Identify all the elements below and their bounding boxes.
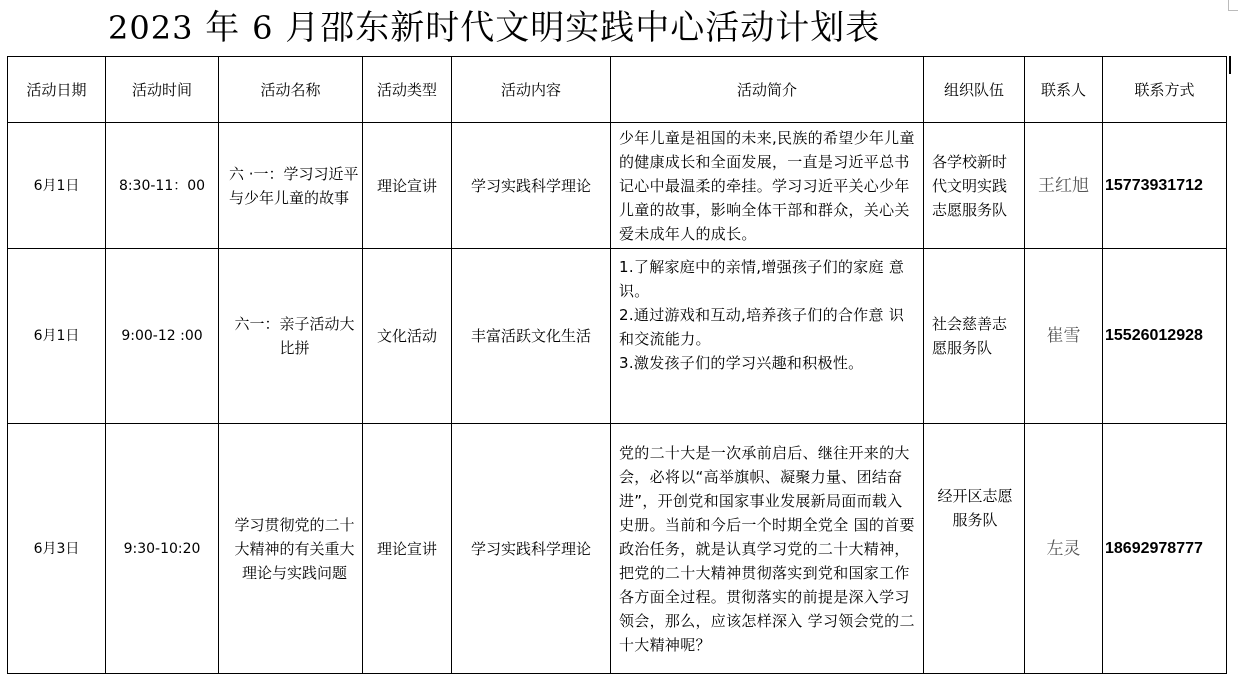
- cell-content: 丰富活跃文化生活: [452, 249, 611, 424]
- cell-type: 理论宣讲: [363, 424, 452, 674]
- cell-phone: 18692978777: [1103, 424, 1227, 674]
- cell-time: 9:30-10:20: [106, 424, 219, 674]
- cell-phone: 15526012928: [1103, 249, 1227, 424]
- title-nian: 年: [205, 8, 241, 48]
- cell-type: 文化活动: [363, 249, 452, 424]
- cell-name: 学习贯彻党的二十大精神的有关重大理论与实践问题: [219, 424, 363, 674]
- intro-line: 1.了解家庭中的亲情,增强孩子们的家庭 意识。: [619, 258, 905, 300]
- header-time: 活动时间: [106, 57, 219, 123]
- table-row: [8, 424, 1227, 674]
- cell-contact: 左灵: [1025, 424, 1103, 674]
- table-row: [8, 123, 1227, 249]
- cell-intro: 党的二十大是一次承前启后、继往开来的大会，必将以“高举旗帜、凝聚力量、团结奋进”，开创党和国家事业发展新局面而载入史册。当前和今后一个时期全党全 国的首要政治任务，就是认真学习党的二十大精神，把党的二十大精神贯彻落实到党和国家工作各方面全过程。贯彻落实的前提是深入学习领会，那么，应该怎样深入 学习领会党的二十大精神呢？: [611, 424, 924, 674]
- header-intro: 活动简介: [611, 57, 924, 123]
- cell-intro: [611, 249, 924, 424]
- activity-plan-table: [7, 56, 1227, 674]
- cell-intro: 少年儿童是祖国的未来,民族的希望少年儿童的健康成长和全面发展，一直是习近平总书记心中最温柔的牵挂。学习习近平关心少年儿童的故事，影响全体干部和群众，关心关爱未成年人的成长。: [611, 123, 924, 249]
- cell-date: 6月1日: [8, 249, 106, 424]
- cell-team: 经开区志愿服务队: [924, 424, 1025, 674]
- cell-content: 学习实践科学理论: [452, 424, 611, 674]
- header-phone: 联系方式: [1103, 57, 1227, 123]
- cell-team: 各学校新时代文明实践志愿服务队: [924, 123, 1025, 249]
- header-type: 活动类型: [363, 57, 452, 123]
- cell-phone: 15773931712: [1103, 123, 1227, 249]
- header-content: 活动内容: [452, 57, 611, 123]
- header-team: 组织队伍: [924, 57, 1025, 123]
- table-row: [8, 249, 1227, 424]
- header-name: 活动名称: [219, 57, 363, 123]
- cell-time: 8:30-11：00: [106, 123, 219, 249]
- cell-date: 6月1日: [8, 123, 106, 249]
- cell-content: 学习实践科学理论: [452, 123, 611, 249]
- header-row: [8, 57, 1227, 123]
- page-title: [108, 6, 880, 50]
- intro-line: 3.激发孩子们的学习兴趣和积极性。: [619, 354, 864, 372]
- title-year: 2023: [108, 9, 194, 47]
- cell-type: 理论宣讲: [363, 123, 452, 249]
- text-cursor: [1229, 56, 1231, 74]
- cell-team: 社会慈善志愿服务队: [924, 249, 1025, 424]
- cell-name: 六一：亲子活动大比拼: [219, 249, 363, 424]
- cell-time: 9:00-12 :00: [106, 249, 219, 424]
- page-corner-mark: [1228, 0, 1238, 11]
- cell-date: 6月3日: [8, 424, 106, 674]
- title-month: 6: [252, 9, 274, 47]
- header-contact: 联系人: [1025, 57, 1103, 123]
- intro-line: 2.通过游戏和互动,培养孩子们的合作意 识和交流能力。: [619, 306, 905, 348]
- title-rest: 月邵东新时代文明实践中心活动计划表: [285, 8, 881, 48]
- cell-contact: 王红旭: [1025, 123, 1103, 249]
- cell-name: 六 ·一：学习习近平与少年儿童的故事: [219, 123, 363, 249]
- cell-contact: 崔雪: [1025, 249, 1103, 424]
- header-date: 活动日期: [8, 57, 106, 123]
